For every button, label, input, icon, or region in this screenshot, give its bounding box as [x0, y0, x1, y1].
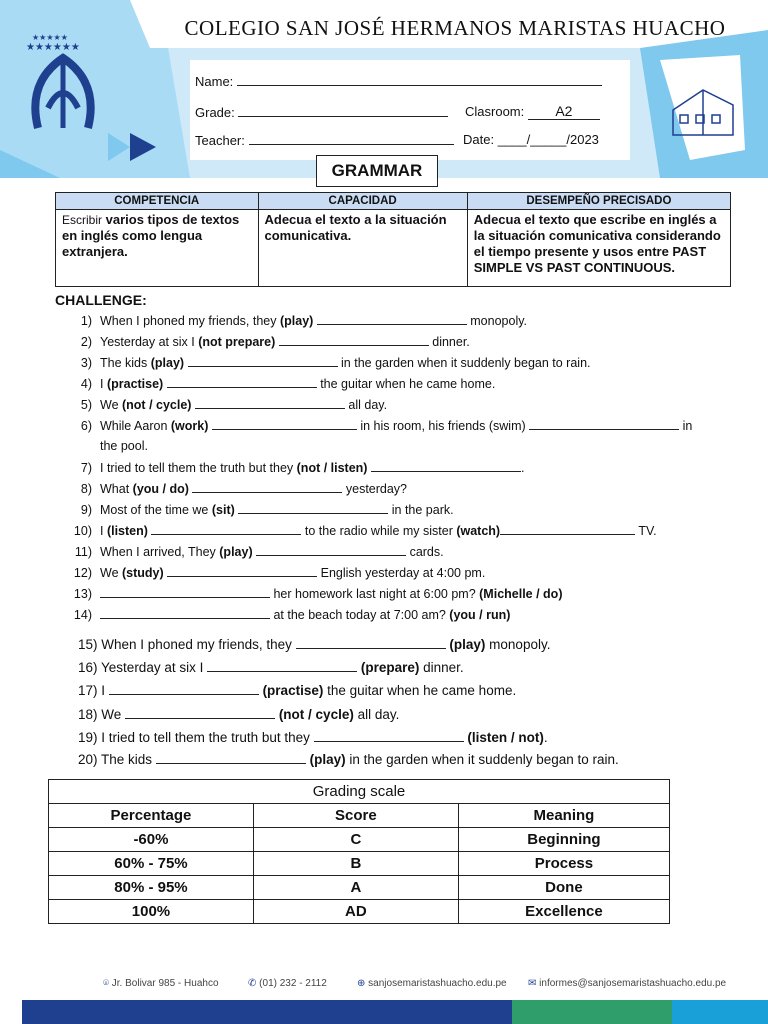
footer-bar-cyan: [672, 1000, 768, 1024]
grading-header-percentage: Percentage: [49, 804, 254, 828]
exercise-text: yesterday?: [342, 482, 408, 496]
exercise-number: 4): [80, 377, 92, 391]
exercise-verb-hint: (work): [170, 419, 209, 433]
teacher-line[interactable]: [249, 132, 454, 145]
svg-text:★★★★★: ★★★★★: [32, 33, 68, 42]
classroom-value: A2: [555, 103, 573, 119]
answer-blank[interactable]: [167, 376, 317, 388]
grade-line[interactable]: [238, 104, 448, 117]
exercise-text: The kids: [100, 356, 151, 370]
exercise-text: Most of the time we: [100, 503, 212, 517]
exercise-verb-hint: (not / cycle): [278, 707, 354, 722]
exercise-verb-hint: (play): [279, 314, 314, 328]
desempeno-cell: Adecua el texto que escribe en inglés a la situación comunicativa considerando el tiempo presente y usos entre PAST SIMPLE VS PAST CONTINUOUS.: [467, 210, 730, 287]
exercise-number: 17): [78, 683, 98, 698]
exercise-item: [70, 355, 591, 370]
desempeno-header: DESEMPEÑO PRECISADO: [467, 193, 730, 210]
exercise-text: her homework last night at 6:00 pm?: [270, 587, 480, 601]
footer-website[interactable]: [357, 978, 507, 989]
answer-blank[interactable]: [151, 523, 301, 535]
exercise-item: [70, 502, 454, 517]
answer-blank[interactable]: [167, 565, 317, 577]
answer-blank[interactable]: [125, 707, 275, 719]
answer-blank[interactable]: [195, 397, 345, 409]
exercise-verb-hint: (listen / not): [467, 730, 544, 745]
footer-address: [103, 978, 219, 989]
exercise-text: When I phoned my friends, they: [101, 637, 296, 652]
exercise-text: dinner.: [419, 660, 464, 675]
competencia-header: COMPETENCIA: [56, 193, 259, 210]
competencia-cell: [56, 210, 259, 287]
exercise-item: [78, 752, 619, 767]
exercise-number: 10): [73, 524, 92, 538]
name-line[interactable]: [237, 73, 602, 86]
exercise-text: the guitar when he came home.: [316, 377, 496, 391]
exercise-item: [70, 418, 692, 433]
exercise-number: 7): [80, 461, 92, 475]
grading-cell: Done: [458, 876, 669, 900]
exercise-number: 11): [74, 545, 92, 559]
grading-cell: C: [253, 828, 458, 852]
exercise-text: in the garden when it suddenly began to rain.: [345, 752, 619, 767]
school-name: COLEGIO SAN JOSÉ HERMANOS MARISTAS HUACHO: [184, 16, 726, 40]
competencia-prefix: Escribir: [62, 213, 103, 227]
name-label: Name:: [195, 74, 234, 89]
answer-blank[interactable]: [279, 334, 429, 346]
exercise-text: English yesterday at 4:00 pm.: [317, 566, 486, 580]
grading-cell: -60%: [49, 828, 254, 852]
exercise-text: cards.: [406, 545, 444, 559]
exercise-continuation: the pool.: [100, 439, 148, 453]
date-value: ____/_____/2023: [497, 132, 599, 147]
exercise-text: in his room, his friends (swim): [356, 419, 530, 433]
grading-header-meaning: Meaning: [458, 804, 669, 828]
exercise-number: 13): [73, 587, 92, 601]
exercise-item: [70, 376, 495, 391]
exercise-number: 6): [80, 419, 92, 433]
grading-cell: 100%: [49, 900, 254, 924]
exercise-text: .: [543, 730, 548, 745]
answer-blank[interactable]: [314, 730, 464, 742]
exercise-text: the guitar when he came home.: [323, 683, 517, 698]
section-title: GRAMMAR: [316, 155, 438, 187]
exercise-text: We: [100, 398, 122, 412]
footer-bar-blue: [22, 1000, 512, 1024]
answer-blank[interactable]: [207, 660, 357, 672]
exercise-item: [70, 565, 485, 580]
exercise-text: When I phoned my friends, they: [100, 314, 280, 328]
exercise-text: to the radio while my sister: [301, 524, 457, 538]
challenge-label: CHALLENGE:: [55, 292, 147, 308]
exercise-number: 19): [78, 730, 98, 745]
school-logo: [18, 28, 108, 138]
mail-icon: ✉: [528, 978, 537, 989]
website-link[interactable]: sanjosemaristashuacho.edu.pe: [368, 978, 507, 989]
grading-cell: 80% - 95%: [49, 876, 254, 900]
exercise-number: 12): [73, 566, 92, 580]
phone-icon: ✆: [248, 978, 257, 989]
answer-blank[interactable]: [109, 683, 259, 695]
exercise-verb-hint: (not / cycle): [122, 398, 192, 412]
exercise-number: 1): [80, 314, 92, 328]
exercise-verb-hint: (listen): [106, 524, 148, 538]
exercise-item: [70, 607, 510, 622]
answer-blank[interactable]: [256, 544, 406, 556]
exercise-text: all day.: [353, 707, 400, 722]
grading-row: [49, 852, 670, 876]
exercise-verb-hint: (you / run): [449, 608, 511, 622]
exercise-text: We: [100, 566, 122, 580]
exercise-verb-hint: (play): [219, 545, 253, 559]
exercise-number: 8): [80, 482, 92, 496]
exercise-text: What: [100, 482, 133, 496]
exercise-text: in the garden when it suddenly began to rain.: [337, 356, 591, 370]
date-field[interactable]: [463, 132, 599, 147]
answer-blank[interactable]: [100, 607, 270, 619]
classroom-label: Clasroom:: [465, 104, 525, 119]
exercise-item: [78, 707, 399, 722]
teacher-label: Teacher:: [195, 133, 245, 148]
exercise-verb-hint: (practise): [106, 377, 164, 391]
answer-blank[interactable]: [192, 481, 342, 493]
exercise-verb-hint: (you / do): [132, 482, 189, 496]
phone-text: (01) 232 - 2112: [259, 978, 327, 989]
exercise-text: The kids: [101, 752, 156, 767]
logo-emblem-icon: [18, 28, 108, 138]
exercise-text: I: [100, 524, 107, 538]
exercise-text: I tried to tell them the truth but they: [100, 461, 297, 475]
exercise-item: [70, 313, 527, 328]
teacher-field[interactable]: [195, 132, 454, 148]
exercise-text: .: [520, 461, 525, 475]
exercise-verb-hint: (not / listen): [296, 461, 368, 475]
grading-row: [49, 828, 670, 852]
location-pin-icon: ⌾: [103, 978, 109, 989]
exercise-verb-hint: (not prepare): [198, 335, 276, 349]
email-link[interactable]: informes@sanjosemaristashuacho.edu.pe: [539, 978, 727, 989]
grading-cell: Beginning: [458, 828, 669, 852]
exercise-number: 20): [78, 752, 98, 767]
globe-icon: ⊕: [357, 978, 366, 989]
exercise-item: [78, 683, 516, 698]
answer-blank[interactable]: [156, 752, 306, 764]
exercise-verb-hint: (practise): [262, 683, 324, 698]
exercise-verb-hint: (prepare): [360, 660, 420, 675]
grading-header-score: Score: [253, 804, 458, 828]
grading-cell: A: [253, 876, 458, 900]
answer-blank[interactable]: [529, 418, 679, 430]
grade-label: Grade:: [195, 105, 235, 120]
capacidad-header: CAPACIDAD: [258, 193, 467, 210]
exercise-text: in: [679, 419, 693, 433]
answer-blank[interactable]: [212, 418, 357, 430]
footer-email[interactable]: [528, 978, 726, 989]
grading-cell: Process: [458, 852, 669, 876]
footer-phone: [248, 978, 327, 989]
exercise-number: 15): [78, 637, 98, 652]
exercise-verb-hint: (sit): [211, 503, 235, 517]
exercise-verb-hint: (play): [449, 637, 486, 652]
date-label: Date:: [463, 132, 495, 147]
classroom-line[interactable]: [528, 103, 600, 120]
exercise-item: [70, 523, 657, 538]
grading-cell: 60% - 75%: [49, 852, 254, 876]
exercise-text: While Aaron: [100, 419, 171, 433]
classroom-field[interactable]: [465, 103, 600, 120]
grading-row: [49, 876, 670, 900]
exercise-number: 5): [80, 398, 92, 412]
exercise-number: 2): [80, 335, 92, 349]
answer-blank[interactable]: [371, 460, 521, 472]
answer-blank[interactable]: [100, 586, 270, 598]
exercise-text: monopoly.: [485, 637, 551, 652]
grade-field[interactable]: [195, 104, 448, 120]
exercise-item: [78, 660, 464, 675]
exercise-text: I: [101, 683, 109, 698]
exercise-text: Yesterday at six I: [101, 660, 208, 675]
exercise-item: [70, 397, 387, 412]
exercise-verb-hint: (watch): [456, 524, 501, 538]
grading-scale-table: [48, 779, 670, 924]
answer-blank[interactable]: [500, 523, 635, 535]
exercise-verb-hint: (study): [122, 566, 164, 580]
exercise-number: 3): [80, 356, 92, 370]
footer-bar-green: [512, 1000, 672, 1024]
grading-cell: Excellence: [458, 900, 669, 924]
competencia-text: varios tipos de textos en inglés como lengua extranjera.: [62, 212, 240, 259]
exercise-text: I tried to tell them the truth but they: [101, 730, 314, 745]
answer-blank[interactable]: [238, 502, 388, 514]
exercise-item: [70, 334, 470, 349]
exercise-text: at the beach today at 7:00 am?: [270, 608, 450, 622]
exercise-number: 9): [80, 503, 92, 517]
competency-table: [55, 192, 731, 287]
exercise-item: [70, 481, 407, 496]
address-text: Jr. Bolivar 985 - Huahco: [111, 978, 219, 989]
exercise-text: in the park.: [388, 503, 454, 517]
exercise-item: [78, 637, 550, 652]
grading-row: [49, 900, 670, 924]
capacidad-cell: Adecua el texto a la situación comunicativa.: [258, 210, 467, 287]
answer-blank[interactable]: [317, 313, 467, 325]
exercise-item: [70, 460, 524, 475]
exercise-verb-hint: (play): [309, 752, 346, 767]
arrow-decoration-icon: [108, 130, 163, 165]
exercise-item: [70, 586, 562, 601]
exercise-text: Yesterday at six I: [100, 335, 199, 349]
exercise-text: We: [101, 707, 126, 722]
exercise-text: all day.: [344, 398, 388, 412]
answer-blank[interactable]: [296, 637, 446, 649]
exercise-item: [78, 730, 548, 745]
exercise-text: When I arrived, They: [100, 545, 220, 559]
exercise-text: TV.: [635, 524, 657, 538]
school-building-icon: [668, 85, 743, 140]
exercise-verb-hint: (Michelle / do): [479, 587, 563, 601]
grading-title: Grading scale: [49, 780, 670, 804]
grading-cell: AD: [253, 900, 458, 924]
answer-blank[interactable]: [188, 355, 338, 367]
exercise-text: monopoly.: [466, 314, 528, 328]
grading-cell: B: [253, 852, 458, 876]
exercise-text: dinner.: [428, 335, 470, 349]
exercise-text: I: [100, 377, 107, 391]
exercise-number: 18): [78, 707, 98, 722]
exercise-verb-hint: (play): [150, 356, 185, 370]
svg-text:★★★★★★: ★★★★★★: [26, 42, 80, 53]
exercise-number: 16): [78, 660, 98, 675]
exercise-number: 14): [73, 608, 92, 622]
exercise-item: [70, 544, 444, 559]
name-field[interactable]: [195, 73, 602, 89]
